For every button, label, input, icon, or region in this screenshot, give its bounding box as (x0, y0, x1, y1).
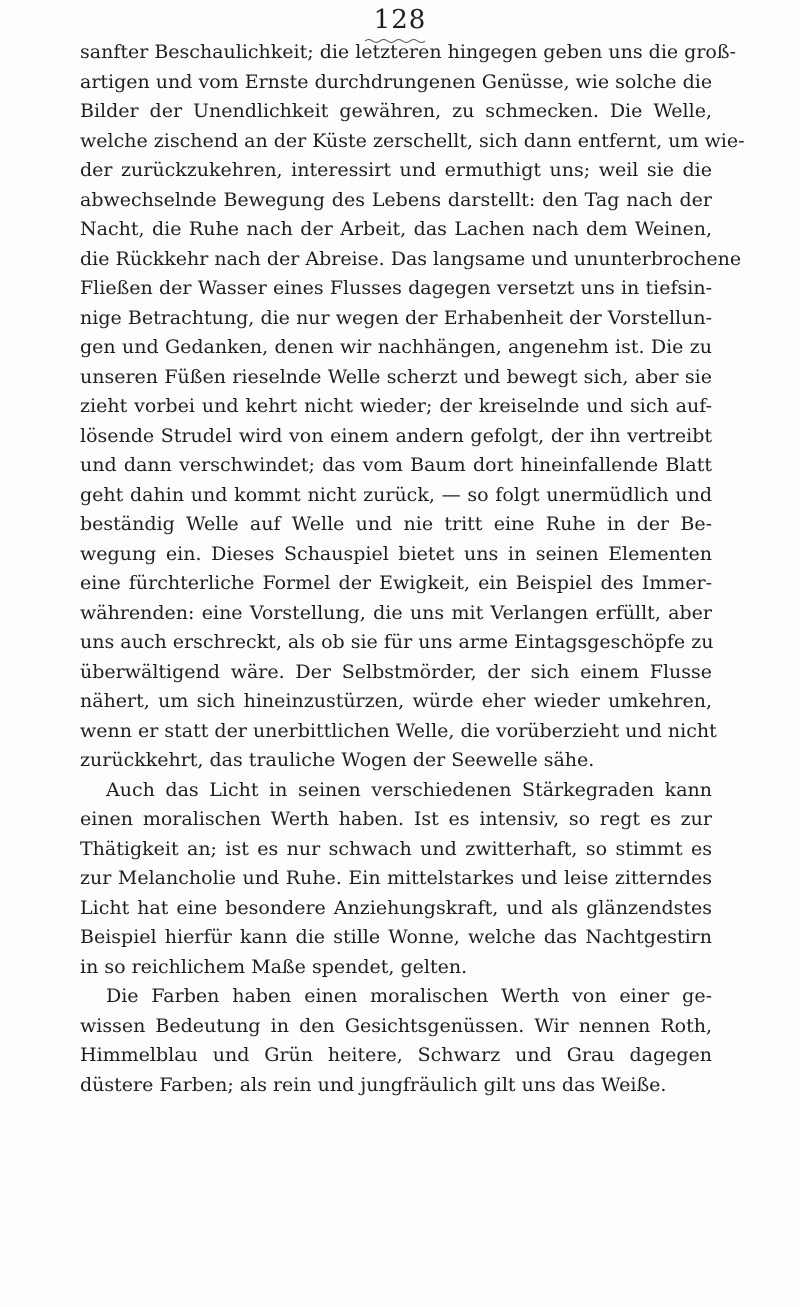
page-number: 128 (373, 5, 427, 35)
text-line: Licht hat eine besondere Anziehungskraft, und als glänzendstes (80, 896, 712, 919)
text-line: lösende Strudel wird von einem andern gefolgt, der ihn vertreibt (80, 424, 712, 447)
text-line: zur Melancholie und Ruhe. Ein mittelstarkes und leise zitterndes (80, 867, 712, 889)
text-line: abwechselnde Bewegung des Lebens darstellt: den Tag nach der (80, 188, 712, 211)
text-line: uns auch erschreckt, als ob sie für uns arme Eintagsgeschöpfe zu (80, 631, 714, 653)
text-line: sanfter Beschaulichkeit; die letzteren hingegen geben uns die groß- (80, 41, 736, 63)
text-line: Thätigkeit an; ist es nur schwach und zwitterhaft, so stimmt es (80, 837, 712, 860)
text-line: überwältigend wäre. Der Selbstmörder, der sich einem Flusse (80, 660, 712, 683)
text-line: Die Farben haben einen moralischen Werth von einer ge- (106, 985, 712, 1007)
text-line: in so reichlichem Maße spendet, gelten. (80, 955, 468, 978)
text-line: Bilder der Unendlichkeit gewähren, zu schmecken. Die Welle, (80, 100, 712, 122)
text-line: nähert, um sich hineinzustürzen, würde eher wieder umkehren, (80, 690, 712, 712)
text-line: und dann verschwindet; das vom Baum dort hineinfallende Blatt (80, 454, 712, 476)
text-line: Himmelblau und Grün heitere, Schwarz und Grau dagegen (80, 1044, 712, 1066)
text-line: welche zischend an der Küste zerschellt, sich dann entfernt, um wie- (80, 129, 745, 152)
text-line: zurückkehrt, das trauliche Wogen der Seewelle sähe. (80, 749, 595, 771)
text-line: wissen Bedeutung in den Gesichtsgenüssen. Wir nennen Roth, (80, 1014, 712, 1037)
text-line: wenn er statt der unerbittlichen Welle, die vorüberzieht und nicht (80, 719, 717, 742)
text-line: Beispiel hierfür kann die stille Wonne, welche das Nachtgestirn (80, 926, 712, 948)
text-line: einen moralischen Werth haben. Ist es intensiv, so regt es zur (80, 808, 712, 830)
text-line: zieht vorbei und kehrt nicht wieder; der kreiselnde und sich auf- (80, 395, 712, 417)
text-line: Nacht, die Ruhe nach der Arbeit, das Lachen nach dem Weinen, (80, 218, 712, 240)
text-line: beständig Welle auf Welle und nie tritt eine Ruhe in der Be- (80, 513, 712, 535)
text-line: gen und Gedanken, denen wir nachhängen, angenehm ist. Die zu (80, 336, 712, 358)
text-line: Auch das Licht in seinen verschiedenen Stärkegraden kann (106, 778, 712, 801)
text-line: nige Betrachtung, die nur wegen der Erhabenheit der Vorstellun- (80, 306, 712, 329)
text-line: die Rückkehr nach der Abreise. Das langsame und ununterbrochene (80, 247, 742, 270)
text-line: währenden: eine Vorstellung, die uns mit Verlangen erfüllt, aber (80, 601, 712, 624)
text-line: artigen und vom Ernste durchdrungenen Genüsse, wie solche die (80, 70, 713, 93)
body-text (80, 38, 745, 1100)
text-line: unseren Füßen rieselnde Welle scherzt und bewegt sich, aber sie (80, 365, 712, 388)
text-line: der zurückzukehren, interessirt und ermuthigt uns; weil sie die (80, 159, 712, 181)
text-line: geht dahin und kommt nicht zurück, — so folgt unermüdlich und (80, 483, 712, 506)
text-line: wegung ein. Dieses Schauspiel bietet uns in seinen Elementen (80, 542, 712, 565)
text-line: düstere Farben; als rein und jungfräulich gilt uns das Weiße. (80, 1073, 667, 1096)
text-line: eine fürchterliche Formel der Ewigkeit, ein Beispiel des Immer- (80, 572, 712, 594)
text-line: Fließen der Wasser eines Flusses dagegen versetzt uns in tiefsin- (80, 277, 712, 299)
